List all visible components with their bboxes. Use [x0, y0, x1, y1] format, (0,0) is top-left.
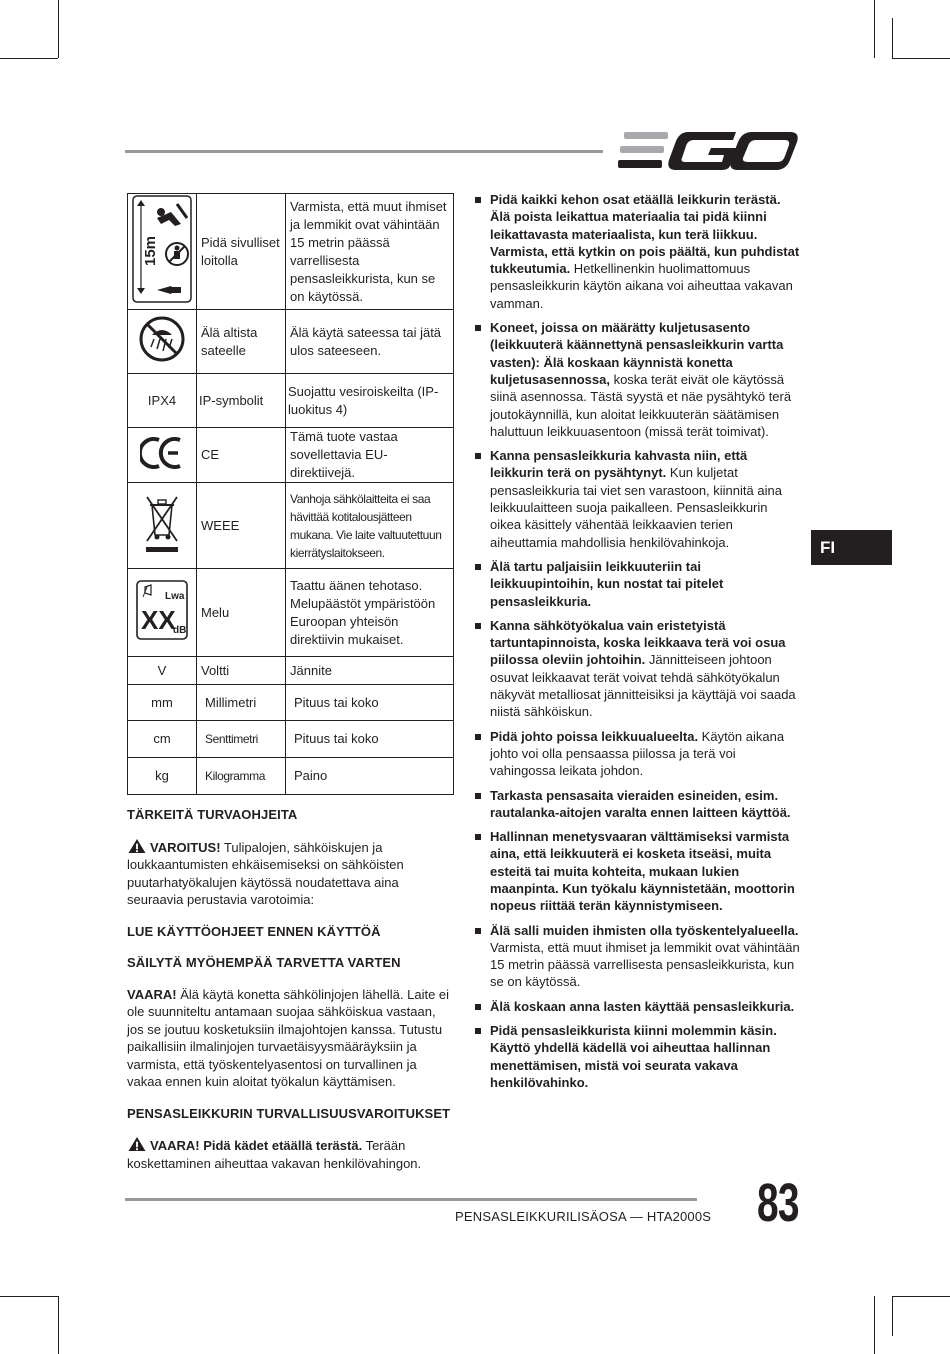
bullet-marker: [475, 793, 481, 799]
bullet-bold-text: Tarkasta pensasaita vieraiden esineiden, esim. rautalanka-aitojen varalta ennen laitteen käyttöä.: [490, 787, 791, 820]
table-row: [128, 428, 454, 483]
footer-rule: [125, 1198, 697, 1201]
symbol-name: CE: [197, 428, 286, 483]
symbol-name: Voltti: [197, 657, 286, 685]
ce-mark-icon: [140, 436, 184, 470]
list-item: [474, 787, 802, 822]
bullet-bold-text: Pidä pensasleikkurista kiinni molemmin käsin. Käyttö yhdellä kädellä voi aiheuttaa hallinnan menettämisen, mistä voi seurata vakava henkilövahinko.: [490, 1023, 777, 1090]
heading-keep-manual: SÄILYTÄ MYÖHEMPÄÄ TARVETTA VARTEN: [127, 955, 401, 970]
footer-doc-title: PENSASLEIKKURILISÄOSA — HTA2000S: [455, 1209, 712, 1224]
list-item: [474, 447, 802, 551]
noise-level-label: Lwa: [165, 591, 185, 602]
warning-triangle-icon: [127, 1136, 147, 1152]
danger-paragraph: [127, 986, 454, 1091]
list-item: [474, 191, 802, 312]
warning-triangle-icon: [127, 838, 147, 854]
bullet-marker: [475, 834, 481, 840]
bullet-marker: [475, 197, 481, 203]
crop-mark: [58, 0, 59, 58]
table-row: [128, 721, 454, 758]
table-row: [128, 685, 454, 721]
symbol-description: Pituus tai koko: [286, 685, 454, 721]
noise-level-value: XX: [141, 605, 176, 635]
symbol-description: Taattu äänen tehotaso. Melupäästöt ympäristöön Euroopan yhteisön direktiivin mukaiset.: [286, 569, 454, 657]
bullet-marker: [475, 564, 481, 570]
danger-label: VAARA!: [127, 986, 177, 1002]
symbol-cell: kg: [128, 758, 197, 795]
symbol-name: Kilogramma: [197, 758, 286, 795]
left-column: [127, 806, 454, 1186]
symbol-cell: [128, 483, 197, 569]
danger-text: Älä käytä konetta sähkölinjojen lähellä. Laite ei ole suunniteltu antamaan suojaa sähköiskua vastaan, jos se joutuu kosketuksiin ilmajohtojen kanssa. Tutustu paikallisiin ilmalinjojen turvaetäisyysmääräyksiin ja varmista, että työskentelyasentosi on turvallinen ja vakaa ennen kuin aloitat työkalun käyttämisen.: [127, 986, 450, 1089]
crop-mark: [892, 18, 893, 58]
symbols-table: [127, 193, 454, 795]
bullet-text: Jännitteiseen johtoon osuvat leikkaavat terät voivat tehdä sähkötyökalun näkyvät metalliosat jännitteisiksi ja käyttäjä voi saada niistä sähköiskun.: [490, 652, 796, 720]
symbol-description: Varmista, että muut ihmiset ja lemmikit ovat vähintään 15 metrin päässä varrellisesta pensasleikkurista, kun se on käytössä.: [286, 194, 454, 310]
bullet-text: Käytön aikana johto voi olla pensaassa piilossa ja terä voi vahingossa leikata johdon.: [490, 728, 785, 779]
symbol-cell: [128, 569, 197, 657]
bullet-text: Kun kuljetat pensasleikkuria tai viet sen varastoon, kiinnitä aina leikkuulaitteen suoja paikalleen. Pensasleikkurin oikea käsittely vähentää leikkaavien terien aiheuttamia mahdollisia henkilövahinkoja.: [490, 465, 782, 550]
table-row: [128, 483, 454, 569]
list-item: [474, 319, 802, 440]
bullet-bold-text: Älä tartu paljaisiin leikkuuteriin tai leikkuupintoihin, kun nostat tai pitelet pensasleikkuria.: [490, 558, 724, 609]
bullet-bold-text: Pidä johto poissa leikkuualueelta.: [490, 728, 699, 744]
symbol-name: Pidä sivulliset loitolla: [197, 194, 286, 310]
table-row: [128, 310, 454, 374]
list-item: [474, 558, 802, 610]
table-row: [128, 657, 454, 685]
symbol-description: Jännite: [286, 657, 454, 685]
danger-bold-text: Pidä kädet etäällä terästä.: [199, 1138, 363, 1153]
bullet-marker: [475, 623, 481, 629]
header-rule: [125, 150, 603, 153]
bullet-marker: [475, 325, 481, 331]
list-item: [474, 728, 802, 780]
symbol-cell: [128, 194, 197, 310]
heading-safety-instructions: TÄRKEITÄ TURVAOHJEITA: [127, 807, 298, 822]
no-rain-icon: [138, 315, 186, 363]
heading-read-manual: LUE KÄYTTÖOHJEET ENNEN KÄYTTÖÄ: [127, 923, 381, 939]
table-row: [128, 758, 454, 795]
crop-mark: [874, 0, 875, 58]
symbol-cell: V: [128, 657, 197, 685]
list-item: [474, 998, 802, 1015]
bullet-bold-text: Älä salli muiden ihmisten olla työskentelyalueella.: [490, 922, 799, 938]
bullet-bold-text: Koneet, joissa on määrätty kuljetusasento (leikkuuterä käännettynä pensasleikkurin vartta vasten): Älä koskaan käynnistä konetta kuljetusasennossa,: [490, 320, 784, 387]
warning-text: Tulipalojen, sähköiskujen ja loukkaantumisten ehkäisemiseksi on sähköisten puutarhatyökalujen käytössä noudatettava aina seuraavia perustavia varotoimia:: [127, 839, 404, 907]
warning-label: VAROITUS!: [150, 839, 221, 855]
noise-level-icon: [135, 579, 189, 641]
distance-label: 15m: [142, 235, 159, 266]
noise-level-unit: dB: [173, 625, 187, 636]
weee-bin-icon: [142, 491, 182, 555]
symbol-cell: mm: [128, 685, 197, 721]
symbol-name: Senttimetri: [197, 721, 286, 758]
list-item: [474, 828, 802, 914]
symbol-cell: [128, 310, 197, 374]
crop-mark: [874, 1296, 875, 1354]
keep-distance-15m-icon: [131, 194, 193, 304]
bullet-bold-text: Hallinnan menetysvaaran välttämiseksi varmista aina, että leikkuuterä ei kosketa itseäsi, muita esteitä tai muita kohteita, mukaan lukien maanpinta. Kun työkalu käynnistetään, moottorin nopeus riittää terän käynnistymiseen.: [490, 829, 795, 914]
crop-mark: [892, 58, 950, 59]
bullet-marker: [475, 1004, 481, 1010]
symbol-description: Vanhoja sähkölaitteita ei saa hävittää kotitalousjätteen mukana. Vie laite valtuutettuun kierrätyslaitokseen.: [286, 483, 454, 569]
warning-paragraph: [127, 838, 454, 909]
symbol-cell: IPX4: [128, 374, 197, 428]
symbol-description: Paino: [286, 758, 454, 795]
list-item: [474, 617, 802, 721]
bullet-marker: [475, 1028, 481, 1034]
bullet-bold-text: Pidä kaikki kehon osat etäällä leikkurin terästä. Älä poista leikattua materiaalia tai pidä kiinni leikattavasta materiaalista, kun terä liikkuu. Varmista, että kytkin on pois päältä, kun puhdistat tukkeutumia.: [490, 192, 800, 277]
bullet-text: Varmista, että muut ihmiset ja lemmikit ovat vähintään 15 metrin päässä varrellisesta pensasleikkurista, kun se on käytössä.: [490, 939, 800, 990]
page-number: 83: [757, 1173, 799, 1233]
bullet-bold-text: Kanna sähkötyökalua vain eristetyistä tartuntapinnoista, koska leikkaava terä voi osua piilossa oleviin johtoihin.: [490, 617, 786, 668]
symbol-description: Älä käytä sateessa tai jätä ulos sateeseen.: [286, 310, 454, 374]
crop-mark: [58, 1296, 59, 1354]
crop-mark: [892, 1296, 893, 1336]
bullet-text: koska terät eivät ole käytössä siinä asennossa. Tästä syystä et näe pysähtykö terä joutokäynnillä, kun aloitat leikkuuterän säätämisen haluttuun leikkuuasentoon (missä terät toimivat).: [490, 371, 792, 439]
bullet-marker: [475, 453, 481, 459]
bullet-marker: [475, 734, 481, 740]
crop-mark: [0, 58, 58, 59]
danger-paragraph-2: [127, 1136, 454, 1172]
language-tab: FI: [811, 530, 892, 565]
symbol-name: Millimetri: [197, 685, 286, 721]
bullet-bold-text: Kanna pensasleikkuria kahvasta niin, että leikkurin terä on pysähtynyt.: [490, 448, 748, 481]
symbol-name: WEEE: [197, 483, 286, 569]
symbol-description: Pituus tai koko: [286, 721, 454, 758]
table-row: [128, 374, 454, 428]
symbol-name: Melu: [197, 569, 286, 657]
ego-logo: [618, 128, 800, 172]
crop-mark: [892, 1296, 950, 1297]
bullet-text: Hetkellinenkin huolimattomuus pensasleikkurin käytön aikana voi aiheuttaa vakavan vamman.: [490, 261, 793, 311]
danger-text: Terään koskettaminen aiheuttaa vakavan henkilövahingon.: [127, 1138, 422, 1171]
bullet-bold-text: Älä koskaan anna lasten käyttää pensasleikkuria.: [490, 998, 795, 1014]
danger-label: VAARA!: [150, 1138, 200, 1153]
bullet-marker: [475, 928, 481, 934]
symbol-description: Suojattu vesiroiskeilta (IP-luokitus 4): [286, 374, 454, 428]
symbol-name: Älä altista sateelle: [197, 310, 286, 374]
crop-mark: [0, 1296, 58, 1297]
table-row: [128, 569, 454, 657]
heading-hedge-trimmer-safety: PENSASLEIKKURIN TURVALLISUUSVAROITUKSET: [127, 1105, 451, 1121]
symbol-cell: cm: [128, 721, 197, 758]
right-column: [474, 191, 802, 1098]
list-item: [474, 922, 802, 991]
table-row: [128, 194, 454, 310]
list-item: [474, 1022, 802, 1091]
symbol-cell: [128, 428, 197, 483]
symbol-description: Tämä tuote vastaa sovellettavia EU-direktiivejä.: [286, 428, 454, 483]
symbol-name: IP-symbolit: [197, 374, 286, 428]
